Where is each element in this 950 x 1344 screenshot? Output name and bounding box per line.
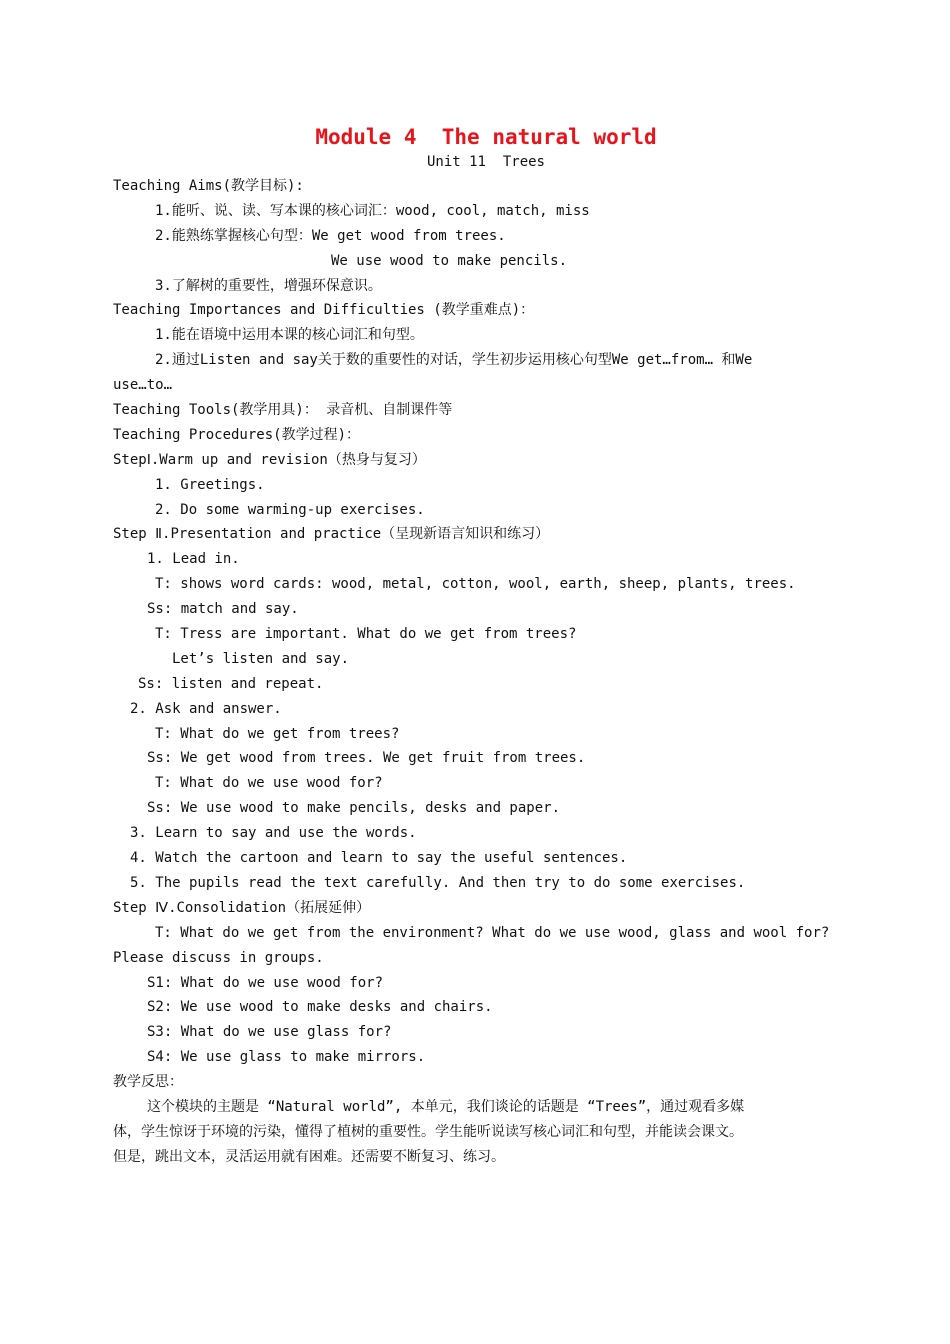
dialogue-line: Let’s listen and say.	[172, 650, 350, 667]
step-2-item-5: 5. The pupils read the text carefully. And then try to do some exercises.	[130, 874, 746, 891]
reflection-heading: 教学反思：	[113, 1074, 183, 1091]
step-1-heading: StepⅠ.Warm up and revision（热身与复习）	[113, 451, 426, 468]
importance-item-1: 1.能在语境中运用本课的核心词汇和句型。	[155, 327, 424, 344]
dialogue-line: Ss: listen and repeat.	[138, 675, 324, 692]
importance-item-2-cont: use…to…	[113, 377, 173, 394]
section-heading-procedures: Teaching Procedures(教学过程)：	[113, 426, 361, 443]
step-4-heading: Step Ⅳ.Consolidation（拓展延伸）	[113, 899, 371, 916]
dialogue-line: T: What do we get from the environment? What do we use wood, glass and wool for?	[155, 924, 830, 941]
aim-item-2: 2.能熟练掌握核心句型：We get wood from trees.	[155, 227, 506, 244]
dialogue-line: S3: What do we use glass for?	[147, 1024, 392, 1041]
dialogue-line-cont: Please discuss in groups.	[113, 949, 324, 966]
step-2-item-3: 3. Learn to say and use the words.	[130, 825, 417, 842]
reflection-text-line-1: 这个模块的主题是 “Natural world”, 本单元，我们谈论的话题是 “Trees”，通过观看多媒	[147, 1098, 745, 1115]
reflection-text-line-2: 体，学生惊讶于环境的污染，懂得了植树的重要性。学生能听说读写核心词汇和句型，并能读会课文。	[113, 1123, 743, 1140]
section-heading-aims: Teaching Aims(教学目标):	[113, 178, 304, 194]
dialogue-line: T: shows word cards: wood, metal, cotton, wool, earth, sheep, plants, trees.	[155, 576, 796, 593]
step-1-item-2: 2. Do some warming-up exercises.	[155, 501, 425, 518]
document-subtitle: Unit 11 Trees	[426, 154, 545, 170]
step-2-heading: Step Ⅱ.Presentation and practice（呈现新语言知识和练习）	[113, 526, 550, 543]
dialogue-line: T: What do we get from trees?	[155, 725, 400, 742]
reflection-text-line-3: 但是，跳出文本，灵活运用就有困难。还需要不断复习、练习。	[113, 1148, 505, 1165]
step-2-item-2: 2. Ask and answer.	[130, 700, 282, 717]
aim-item-1: 1.能听、说、读、写本课的核心词汇：wood, cool, match, miss	[155, 202, 590, 219]
dialogue-line: Ss: match and say.	[147, 601, 299, 618]
importance-item-2: 2.通过Listen and say关于数的重要性的对话，学生初步运用核心句型We get…from… 和We	[155, 352, 753, 369]
document-body	[113, 174, 865, 1170]
aim-item-2-cont: We use wood to make pencils.	[331, 252, 568, 269]
dialogue-line: T: What do we use wood for?	[155, 775, 383, 792]
section-tools: Teaching Tools(教学用具)： 录音机、自制课件等	[113, 402, 453, 419]
aim-item-3: 3.了解树的重要性，增强环保意识。	[155, 277, 382, 294]
step-2-item-4: 4. Watch the cartoon and learn to say the useful sentences.	[130, 850, 628, 867]
dialogue-line: Ss: We get wood from trees. We get fruit from trees.	[147, 750, 586, 767]
dialogue-line: S2: We use wood to make desks and chairs.	[147, 999, 493, 1016]
dialogue-line: S1: What do we use wood for?	[147, 974, 384, 991]
dialogue-line: Ss: We use wood to make pencils, desks and paper.	[147, 800, 561, 817]
dialogue-line: S4: We use glass to make mirrors.	[147, 1049, 426, 1066]
step-1-item-1: 1. Greetings.	[155, 476, 265, 493]
step-2-item-1: 1. Lead in.	[147, 551, 240, 568]
document-title: Module 4 The natural world	[315, 125, 657, 149]
section-heading-importances: Teaching Importances and Difficulties (教学重难点)：	[113, 302, 535, 319]
dialogue-line: T: Tress are important. What do we get from trees?	[155, 626, 577, 643]
